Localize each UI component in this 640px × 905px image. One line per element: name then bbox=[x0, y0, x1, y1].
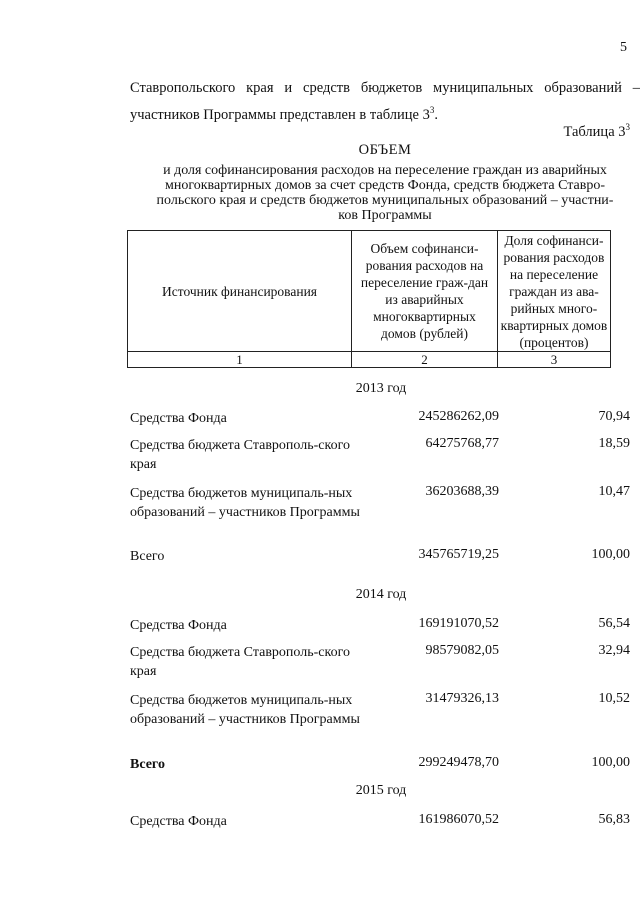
row-share: 70,94 bbox=[598, 409, 630, 424]
row-share-total: 100,00 bbox=[591, 755, 630, 770]
table-subheading: и доля софинансирования расходов на переселение граждан из аварийных многоквартирных домов за счет средств Фонда, средств бюджета Ставро- польского края и средств бюджетов муниципальных образований – участни- ков Программы bbox=[156, 163, 614, 223]
row-share: 18,59 bbox=[598, 436, 630, 451]
row-share: 10,52 bbox=[598, 691, 630, 706]
intro-line-2: участников Программы представлен в таблице $3^3$. bbox=[130, 105, 438, 123]
row-share: 10,47 bbox=[598, 484, 630, 499]
row-source-total: Всего bbox=[130, 757, 165, 772]
header-amount: Объем софинанси-рования расходов на переселение граж-дан из аварийных многоквартирных домов (рублей) bbox=[352, 231, 498, 352]
row-amount: 36203688,39 bbox=[425, 484, 499, 499]
row-amount: 98579082,05 bbox=[425, 643, 499, 658]
row-amount: 161986070,52 bbox=[418, 812, 499, 827]
row-source: Средства бюджета Ставрополь-ского края bbox=[130, 645, 350, 679]
intro-paragraph bbox=[130, 77, 640, 126]
row-source: Средства бюджетов муниципаль-ных образований – участников Программы bbox=[130, 486, 360, 520]
year-heading: 2013 год bbox=[355, 381, 407, 396]
column-number-1: 1 bbox=[128, 352, 352, 368]
row-share: 56,54 bbox=[598, 616, 630, 631]
table-header bbox=[127, 230, 611, 368]
row-share: 32,94 bbox=[598, 643, 630, 658]
row-share: 56,83 bbox=[598, 812, 630, 827]
year-heading: 2014 год bbox=[355, 587, 407, 602]
table-heading: ОБЪЕМ bbox=[358, 142, 412, 158]
column-number-3: 3 bbox=[497, 352, 610, 368]
row-amount-total: 299249478,70 bbox=[418, 755, 499, 770]
row-amount: 31479326,13 bbox=[425, 691, 499, 706]
row-source: Средства бюджета Ставрополь-ского края bbox=[130, 438, 350, 472]
row-source: Средства Фонда bbox=[130, 814, 227, 829]
header-source: Источник финансирования bbox=[128, 231, 352, 352]
page-number: 5 bbox=[620, 40, 627, 55]
row-source-total: Всего bbox=[130, 549, 165, 564]
row-source: Средства бюджетов муниципаль-ных образований – участников Программы bbox=[130, 693, 360, 727]
row-source: Средства Фонда bbox=[130, 618, 227, 633]
row-amount: 64275768,77 bbox=[425, 436, 499, 451]
row-amount: 245286262,09 bbox=[418, 409, 499, 424]
row-amount: 169191070,52 bbox=[418, 616, 499, 631]
row-share-total: 100,00 bbox=[591, 547, 630, 562]
column-number-2: 2 bbox=[352, 352, 498, 368]
table-label: Таблица $3^3$ bbox=[563, 122, 630, 140]
row-amount-total: 345765719,25 bbox=[418, 547, 499, 562]
intro-line-1: Ставропольского края и средств бюджетов муниципальных образований – bbox=[130, 80, 640, 96]
header-share: Доля софинанси-рования расходов на переселение граждан из ава-рийных много-квартирных домов (процентов) bbox=[497, 231, 610, 352]
row-source: Средства Фонда bbox=[130, 411, 227, 426]
year-heading: 2015 год bbox=[355, 783, 407, 798]
